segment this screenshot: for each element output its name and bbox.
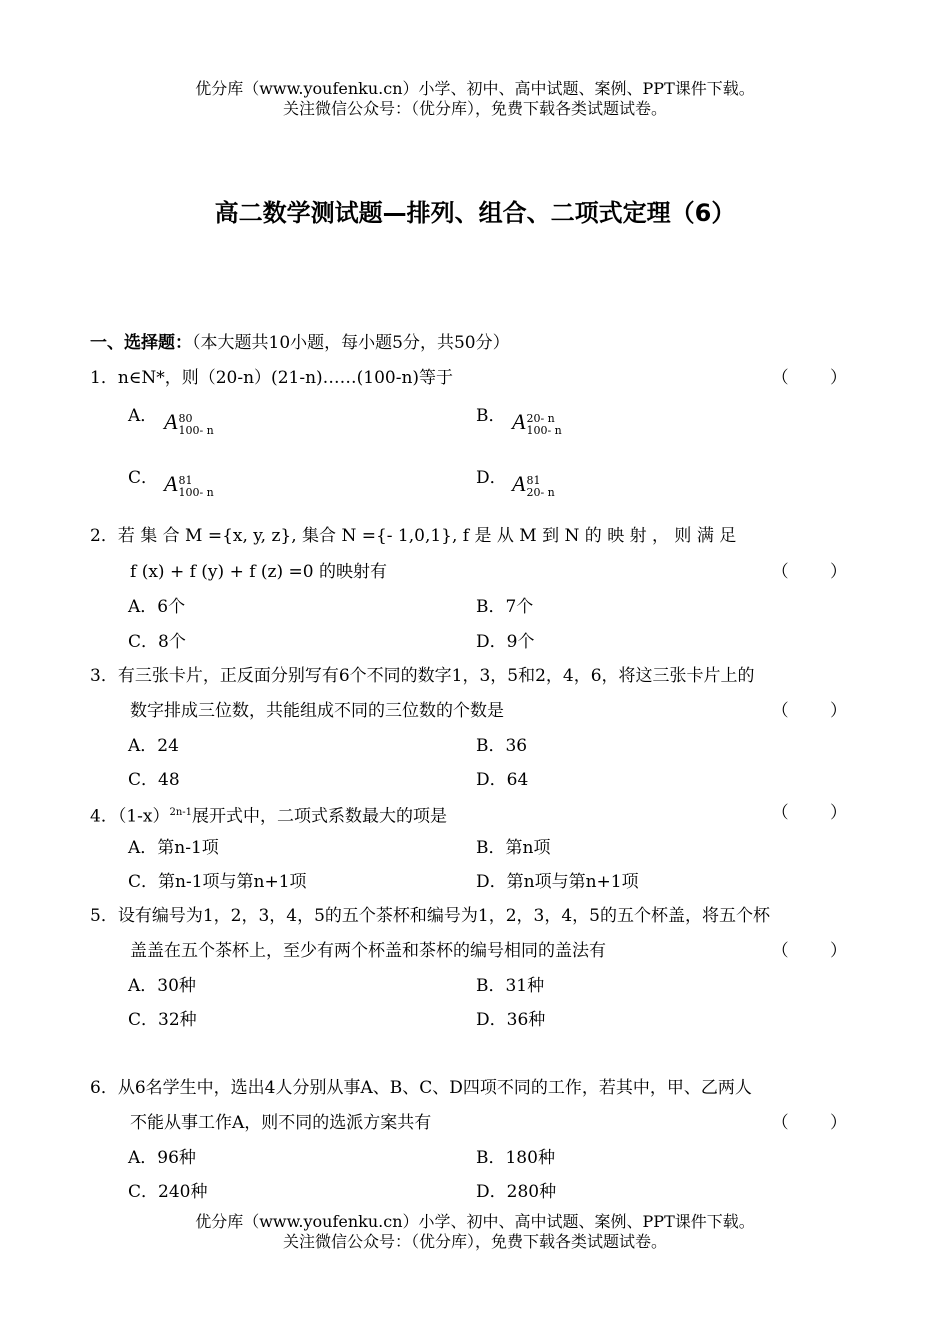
q2-option-c: C．8个 bbox=[128, 632, 186, 652]
q5-option-a: A．30种 bbox=[128, 976, 196, 996]
question-4 bbox=[90, 801, 865, 829]
q4-option-b: B．第n项 bbox=[476, 838, 551, 858]
section-label: 一、选择题： bbox=[90, 333, 192, 353]
question-number: 5． bbox=[90, 906, 118, 926]
footer-line-2: 关注微信公众号：（优分库），免费下载各类试题试卷。 bbox=[282, 1232, 667, 1251]
question-exponent: 2n-1 bbox=[169, 807, 193, 818]
q5-option-d: D．36种 bbox=[476, 1010, 546, 1030]
question-number: 3． bbox=[90, 666, 118, 686]
question-number: 2． bbox=[90, 526, 118, 546]
q5-option-b: B．31种 bbox=[476, 976, 545, 996]
q2-option-a: A．6个 bbox=[128, 597, 186, 617]
question-text: 从6名学生中，选出4人分别从事A、B、C、D四项不同的工作，若其中，甲、乙两人 bbox=[117, 1078, 752, 1098]
q1-option-c bbox=[128, 466, 214, 499]
question-6-cont bbox=[130, 1111, 865, 1135]
question-5-cont bbox=[130, 939, 865, 963]
question-2-cont bbox=[130, 560, 865, 584]
q6-option-d: D．280种 bbox=[476, 1182, 557, 1202]
q6-option-a: A．96种 bbox=[128, 1148, 196, 1168]
answer-paren: （ ） bbox=[771, 803, 865, 823]
question-text: n∈N*，则（20-n）(21-n)……(100-n)等于 bbox=[117, 368, 454, 388]
question-text-pre: （1-x） bbox=[117, 806, 170, 827]
perm-sub: 20- n bbox=[526, 485, 555, 499]
question-1 bbox=[90, 366, 865, 390]
header-line-1: 优分库（www.youfenku.cn）小学、初中、高中试题、案例、PPT课件下载。 bbox=[195, 79, 755, 98]
option-label: B． bbox=[476, 406, 506, 426]
perm-symbol: A81 100- n bbox=[164, 471, 214, 499]
answer-paren: （ ） bbox=[771, 941, 865, 961]
question-3 bbox=[90, 664, 865, 688]
q2-option-b: B．7个 bbox=[476, 597, 534, 617]
q5-option-c: C．32种 bbox=[128, 1010, 197, 1030]
section-heading bbox=[90, 331, 865, 355]
perm-sub: 100- n bbox=[178, 485, 214, 499]
q1-option-a bbox=[128, 404, 214, 437]
perm-symbol: A81 20- n bbox=[512, 471, 555, 499]
q2-option-d: D．9个 bbox=[476, 632, 535, 652]
q6-option-c: C．240种 bbox=[128, 1182, 208, 1202]
question-text: 若 集 合 M ={x, y, z}, 集合 N ={- 1,0,1}, f 是 从 M 到 N 的 映 射 ， 则 满 足 bbox=[117, 526, 737, 546]
question-6 bbox=[90, 1076, 865, 1100]
page-title: 高二数学测试题—排列、组合、二项式定理（6） bbox=[214, 199, 736, 227]
perm-sup: 80 bbox=[178, 411, 193, 425]
q4-option-c: C．第n-1项与第n+1项 bbox=[128, 872, 307, 892]
answer-paren: （ ） bbox=[771, 1113, 865, 1133]
question-text: 设有编号为1，2，3，4，5的五个茶杯和编号为1，2，3，4，5的五个杯盖，将五个杯 bbox=[117, 906, 770, 926]
question-text: 数字排成三位数，共能组成不同的三位数的个数是 bbox=[130, 701, 504, 721]
question-3-cont bbox=[130, 699, 865, 723]
perm-symbol: A20- n 100- n bbox=[512, 409, 562, 437]
option-label: A． bbox=[128, 406, 158, 426]
q1-option-b bbox=[476, 404, 562, 437]
question-number: 1． bbox=[90, 368, 118, 388]
question-text: 盖盖在五个茶杯上，至少有两个杯盖和茶杯的编号相同的盖法有 bbox=[130, 941, 606, 961]
question-text: f (x) + f (y) + f (z) =0 的映射有 bbox=[130, 562, 388, 582]
perm-sup: 81 bbox=[178, 473, 193, 487]
header-line-2: 关注微信公众号：（优分库），免费下载各类试题试卷。 bbox=[282, 99, 667, 118]
q6-option-b: B．180种 bbox=[476, 1148, 555, 1168]
q3-option-c: C．48 bbox=[128, 770, 180, 790]
question-text-post: 展开式中，二项式系数最大的项是 bbox=[192, 806, 448, 827]
question-number: 4． bbox=[90, 806, 118, 827]
footer-line-1: 优分库（www.youfenku.cn）小学、初中、高中试题、案例、PPT课件下载。 bbox=[195, 1212, 755, 1231]
q4-option-a: A．第n-1项 bbox=[128, 838, 219, 858]
q3-option-a: A．24 bbox=[128, 736, 179, 756]
question-number: 6． bbox=[90, 1078, 118, 1098]
question-text: 不能从事工作A，则不同的选派方案共有 bbox=[130, 1113, 432, 1133]
q1-option-d bbox=[476, 466, 555, 499]
q3-option-b: B．36 bbox=[476, 736, 528, 756]
option-label: D． bbox=[476, 468, 507, 488]
question-5 bbox=[90, 904, 865, 928]
perm-sub: 100- n bbox=[526, 423, 562, 437]
perm-sub: 100- n bbox=[178, 423, 214, 437]
question-2 bbox=[90, 524, 865, 548]
perm-symbol: A80 100- n bbox=[164, 409, 214, 437]
option-label: C． bbox=[128, 468, 159, 488]
answer-paren: （ ） bbox=[771, 562, 865, 582]
answer-paren: （ ） bbox=[771, 368, 865, 388]
section-note: （本大题共10小题，每小题5分，共50分） bbox=[192, 333, 510, 353]
perm-sup: 81 bbox=[526, 473, 541, 487]
perm-sup: 20- n bbox=[526, 411, 555, 425]
answer-paren: （ ） bbox=[771, 701, 865, 721]
q3-option-d: D．64 bbox=[476, 770, 529, 790]
question-text: 有三张卡片，正反面分别写有6个不同的数字1，3，5和2，4，6，将这三张卡片上的 bbox=[117, 666, 755, 686]
q4-option-d: D．第n项与第n+1项 bbox=[476, 872, 639, 892]
